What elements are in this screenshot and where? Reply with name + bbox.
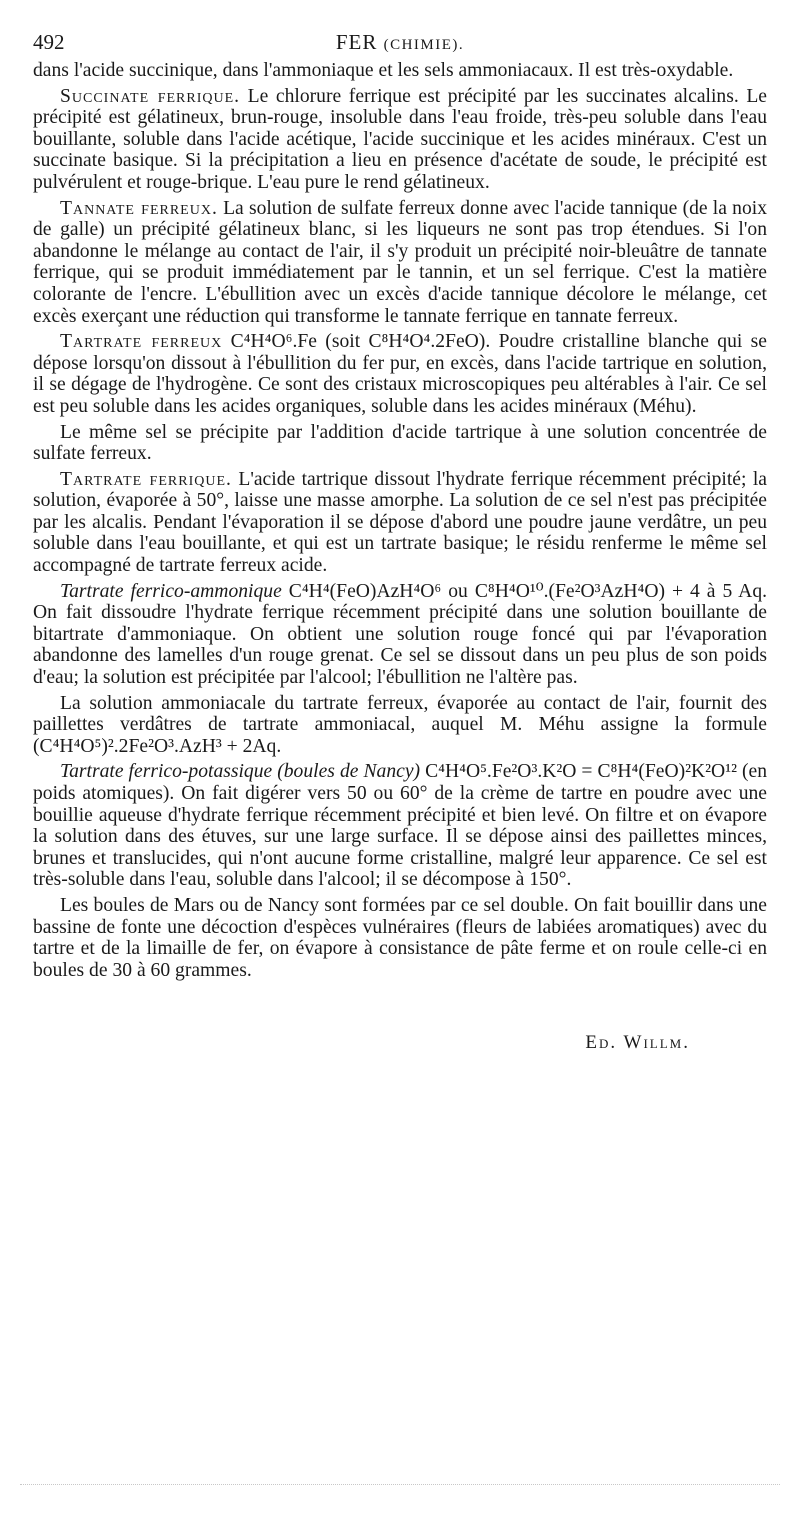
section-heading-italic: Tartrate ferrico-potassique (boules de Nancy): [60, 761, 421, 783]
section-heading: Tartrate ferreux: [60, 331, 223, 353]
page-number: 492: [33, 30, 65, 54]
paragraph-text: La solution de sulfate ferreux donne avec l'acide tannique (de la noix de galle) un précipité gélatineux blanc, si les liqueurs ne sont pas trop étendues. Si l'on abandonne le mélange au contact de l'air, il s'y produit un précipité noir-bleuâtre de tannate ferrique, qui se produit immédiatement par le tannin, et un sel ferrique. C'est la matière colorante de l'encre. L'ébullition avec un excès d'acide tannique décolore le mélange, cet excès exerçant une réduction qui transforme le tannate ferrique en tannate ferreux.: [33, 197, 767, 327]
running-title: [33, 30, 767, 55]
paragraph-text: C⁴H⁴O⁶.Fe (soit C⁸H⁴O⁴.2FeO). Poudre cristalline blanche qui se dépose lorsqu'on dissout à l'ébullition du fer pur, en excès, dans l'acide tartrique en solution, il se dégage de l'hydrogène. Ce sont des cristaux microscopiques peu altérables à l'air. Ce sel est peu soluble dans les acides organiques, soluble dans les acides minéraux (Méhu).: [33, 331, 767, 417]
paragraph-text: Les boules de Mars ou de Nancy sont formées par ce sel double. On fait bouillir dans une bassine de fonte une décoction d'espèces vulnéraires (fleurs de labiées aromatiques) avec du tartre et de la limaille de fer, on évapore à consistance de pâte ferme et on roule celle-ci en boules de 30 à 60 grammes.: [33, 894, 767, 981]
section-heading-italic: Tartrate ferrico-ammonique: [60, 580, 282, 602]
scan-footer-line: [20, 1484, 780, 1485]
paragraph-text: C⁴H⁴(FeO)AzH⁴O⁶ ou C⁸H⁴O¹⁰.(Fe²O³AzH⁴O) + 4 à 5 Aq. On fait dissoudre l'hydrate ferrique récemment précipité dans une solution bouillante de bitartrate d'ammoniaque. On obtient une solution rouge foncé qui par l'évaporation abandonne des lamelles d'un rouge grenat. Ce sel se dissout dans un peu plus de son poids d'eau; la solution est précipitée par l'alcool; l'ébullition ne l'altère pas.: [33, 580, 768, 689]
paragraph-tartrate-ferreux: [33, 331, 767, 417]
paragraph-tartrate-ferrico-potassique: [33, 761, 767, 891]
author-signature: Ed. Willm.: [585, 1032, 690, 1053]
paragraph-boules-de-mars: [33, 895, 767, 981]
paragraph-text: C⁴H⁴O⁵.Fe²O³.K²O = C⁸H⁴(FeO)²K²O¹² (en poids atomiques). On fait digérer vers 50 ou 60° de la crème de tartre en poudre avec une bouillie aqueuse d'hydrate ferrique récemment précipité et bien levé. On filtre et on évapore la solution dans des étuves, sur une large surface. Il se dépose ainsi des paillettes minces, brunes et translucides, qui n'ont aucune forme cristalline, malgré leur apparence. Ce sel est très-soluble dans l'eau, soluble dans l'alcool; il se décompose à 150°.: [33, 761, 767, 891]
paragraph-tartrate-ferrique: [33, 469, 767, 577]
running-header: [33, 30, 767, 60]
paragraph-text: dans l'acide succinique, dans l'ammoniaque et les sels ammoniacaux. Il est très-oxydable.: [33, 60, 734, 81]
paragraph-solution-ammoniacale: [33, 693, 767, 758]
paragraph-text: La solution ammoniacale du tartrate ferreux, évaporée au contact de l'air, fournit des paillettes verdâtres de tartrate ammoniacal, auquel M. Méhu assigne la formule (C⁴H⁴O⁵)².2Fe²O³.AzH³ + 2Aq.: [33, 692, 767, 757]
paragraph-text: Le même sel se précipite par l'addition d'acide tartrique à une solution concentrée de sulfate ferreux.: [33, 421, 767, 465]
paragraph-text: L'acide tartrique dissout l'hydrate ferrique récemment précipité; la solution, évaporée à 50°, laisse une masse amorphe. La solution de ce sel n'est pas précipitée par les alcalis. Pendant l'évaporation il se dépose d'abord une poudre jaune verdâtre, un peu soluble dans l'eau bouillante, et qui est un tartrate basique; le résidu renferme le même sel accompagné de tartrate ferreux acide.: [33, 468, 768, 577]
paragraph-tartrate-ferrico-ammonique: [33, 581, 767, 689]
paragraph-continuation: [33, 60, 767, 82]
running-title-sub: (CHIMIE).: [383, 37, 465, 53]
paragraph-meme-sel: [33, 422, 767, 465]
paragraph-text: Le chlorure ferrique est précipité par les succinates alcalins. Le précipité est gélatineux, brun-rouge, insoluble dans l'eau froide, très-peu soluble dans l'eau bouillante, soluble dans l'acide acétique, l'acide succinique et les acides minéraux. C'est un succinate basique. Si la précipitation a lieu en présence d'acétate de soude, le précipité est pulvérulent et rouge-brique. L'eau pure le rend gélatineux.: [33, 85, 767, 193]
section-heading: Tannate ferreux.: [60, 197, 218, 219]
running-title-main: FER: [335, 30, 378, 54]
body-text: [33, 60, 767, 985]
section-heading: Tartrate ferrique.: [60, 468, 232, 490]
paragraph-succinate-ferrique: [33, 86, 767, 194]
section-heading: Succinate ferrique.: [60, 85, 241, 107]
paragraph-tannate-ferreux: [33, 198, 767, 328]
